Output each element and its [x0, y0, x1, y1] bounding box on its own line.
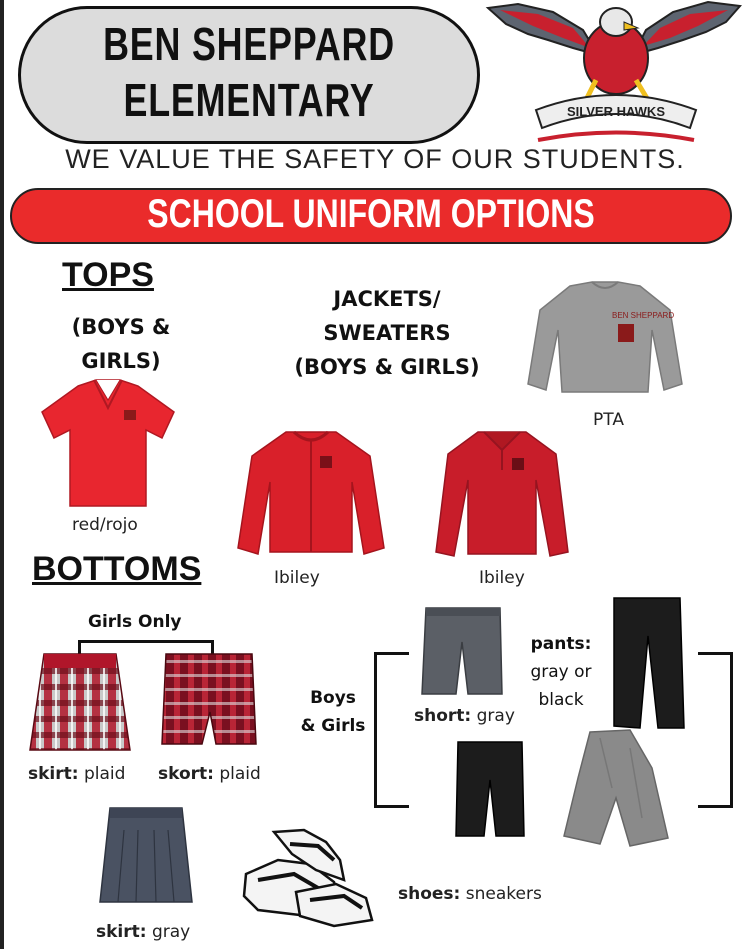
red-cardigan-image	[236, 428, 386, 558]
bottoms-heading: BOTTOMS	[32, 550, 202, 588]
school-name-pill	[18, 6, 480, 144]
short-name: short:	[414, 706, 472, 726]
pants-name: pants:	[530, 634, 592, 654]
pta-label: PTA	[593, 410, 624, 430]
shoes-label	[398, 884, 542, 904]
shoes-desc: sneakers	[465, 884, 542, 904]
plaid-skirt-desc: plaid	[83, 764, 126, 784]
jackets-heading-line3: (BOYS & GIRLS)	[294, 355, 480, 379]
boys-girls-line2: & Girls	[300, 716, 366, 736]
gray-skirt-desc: gray	[151, 922, 191, 942]
gray-shorts-image	[420, 606, 504, 698]
gray-skirt-label	[96, 922, 190, 942]
cardigan-label: Ibiley	[274, 568, 320, 588]
gray-skirt-image	[98, 806, 194, 906]
school-name-line1: BEN SHEPPARD	[103, 18, 395, 70]
plaid-skirt-label	[28, 764, 125, 784]
left-bracket	[374, 652, 409, 808]
uniform-options-banner	[10, 188, 732, 244]
plaid-skort-image	[160, 652, 258, 750]
black-shorts-image	[454, 740, 526, 840]
hawk-wing-left	[488, 4, 598, 55]
red-longsleeve-polo-image	[432, 428, 572, 560]
pants-label	[522, 630, 600, 714]
gray-pants-image	[560, 728, 672, 850]
silver-hawks-logo	[478, 0, 750, 150]
tagline: WE VALUE THE SAFETY OF OUR STUDENTS.	[65, 144, 685, 174]
pants-desc-line1: gray or	[530, 662, 592, 682]
hawk-wing-right	[633, 2, 740, 55]
jackets-heading-line1: JACKETS/	[333, 287, 441, 311]
mascot-banner	[536, 95, 696, 140]
mascot-name: SILVER HAWKS	[567, 104, 665, 119]
plaid-skirt-name: skirt:	[28, 764, 79, 784]
right-bracket	[698, 652, 733, 808]
red-polo-shirt-image	[38, 378, 178, 510]
girls-only-label: Girls Only	[88, 612, 182, 632]
uniform-options-title: SCHOOL UNIFORM OPTIONS	[147, 192, 595, 236]
plaid-skort-name: skort:	[158, 764, 214, 784]
tops-subheading	[62, 310, 180, 378]
tops-subheading-line1: (BOYS &	[71, 315, 171, 339]
black-pants-image	[608, 596, 688, 732]
boys-girls-line1: Boys	[310, 688, 356, 708]
tops-heading: TOPS	[62, 256, 154, 294]
boys-girls-label	[300, 684, 366, 740]
jackets-heading-line2: SWEATERS	[323, 321, 451, 345]
svg-text:BEN SHEPPARD: BEN SHEPPARD	[612, 311, 675, 320]
polo-label: red/rojo	[72, 515, 138, 535]
plaid-skort-desc: plaid	[219, 764, 261, 784]
sneakers-image	[238, 824, 380, 930]
gray-skirt-name: skirt:	[96, 922, 147, 942]
pta-sweatshirt-image	[520, 280, 690, 400]
longsleeve-label: Ibiley	[479, 568, 525, 588]
short-label	[414, 706, 515, 726]
tops-subheading-line2: GIRLS)	[81, 349, 161, 373]
plaid-skort-label	[158, 764, 261, 784]
short-desc: gray	[476, 706, 515, 726]
plaid-skirt-image	[28, 652, 132, 754]
school-name-line2: ELEMENTARY	[123, 74, 375, 126]
shoes-name: shoes:	[398, 884, 461, 904]
jackets-heading	[282, 282, 492, 384]
pants-desc-line2: black	[538, 690, 584, 710]
hawk-body	[584, 8, 648, 100]
